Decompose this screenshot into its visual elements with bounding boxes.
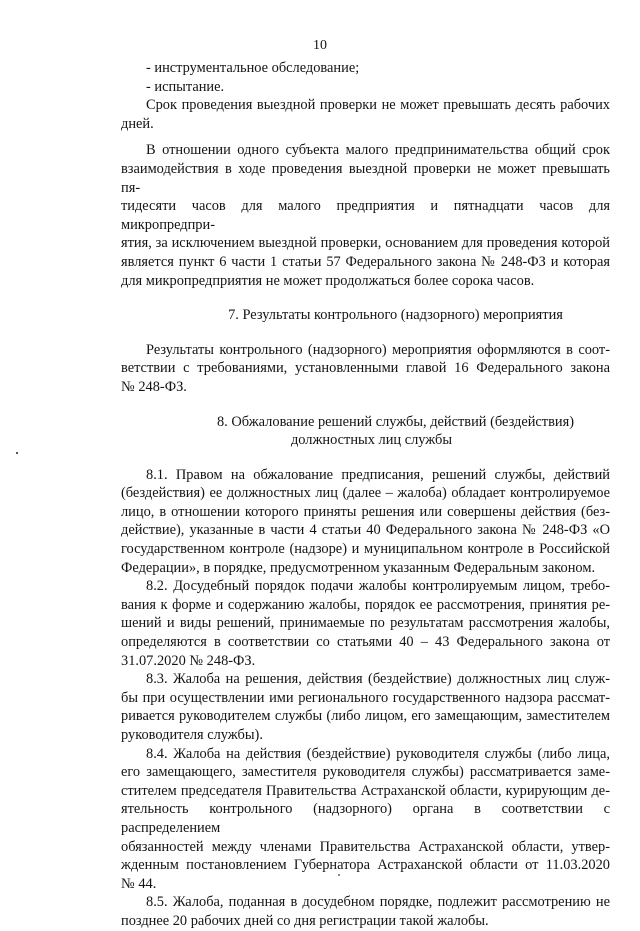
text-line: ятельность контрольного (надзорного) органа в соответствии с распределением <box>121 801 610 836</box>
page-number: 10 <box>313 38 327 53</box>
text-line: 8.3. Жалоба на решения, действия (бездействие) должностных лиц служ- <box>146 671 610 688</box>
text-line: ятия, за исключением выездной проверки, основанием для проведения которой <box>121 235 610 252</box>
text-line: государственном контроле (надзоре) и муниципальном контроле в Российской <box>121 541 610 558</box>
paragraph-8-1 <box>121 466 610 578</box>
text-line: определяются в соответствии со статьями 40 – 43 Федерального закона от <box>121 634 610 651</box>
text-line: № 44. <box>121 875 157 892</box>
text-line: тидесяти часов для малого предприятия и пятнадцати часов для микропредпри- <box>121 198 610 233</box>
text-line: Федерации», в порядке, предусмотренном указанным Федеральным законом. <box>121 559 596 576</box>
text-line: шений и виды решений, принимаемые по результатам рассмотрения жалобы, <box>121 615 610 632</box>
text-line: № 248-ФЗ. <box>121 378 187 395</box>
heading-line: 8. Обжалование решений службы, действий (бездействия) <box>216 413 574 430</box>
list-item-test: - испытание. <box>146 78 225 95</box>
heading-line: должностных лиц службы <box>290 432 453 449</box>
text-line: 8.1. Правом на обжалование предписания, решений службы, действий <box>146 466 610 483</box>
text-line: обязанностей между членами Правительства Астраханской области, утвер- <box>121 838 610 855</box>
paragraph-section-7 <box>121 341 610 397</box>
text-line: действие), указанные в части 4 статьи 40 Федерального закона № 248-ФЗ «О <box>121 522 610 539</box>
text-line: лицо, в отношении которого приняты решения или совершены действия (без- <box>121 503 610 520</box>
text-line: является пункт 6 части 1 статьи 57 Федерального закона № 248-ФЗ и которая <box>121 253 610 270</box>
text-line: позднее 20 рабочих дней со дня регистрации такой жалобы. <box>121 912 489 929</box>
paragraph-small-business <box>121 141 610 290</box>
section-7-heading: 7. Результаты контрольного (надзорного) мероприятия <box>228 307 563 324</box>
text-line: 8.5. Жалоба, поданная в досудебном порядке, подлежит рассмотрению не <box>146 894 610 911</box>
paragraph-8-5 <box>121 893 610 930</box>
scan-speck <box>16 452 18 454</box>
paragraph-8-3 <box>121 670 610 744</box>
paragraph-8-4 <box>121 745 610 894</box>
text-line: вания к форме и содержанию жалобы, порядок ее рассмотрения, принятия ре- <box>121 596 610 613</box>
text-line: 31.07.2020 № 248-ФЗ. <box>121 652 256 669</box>
text-line: для микропредприятия не может продолжаться более сорока часов. <box>121 272 535 289</box>
text-line: его замещающего, заместителя руководителя службы) рассматривается заме- <box>121 764 610 781</box>
text-line: ветствии с требованиями, установленными главой 16 Федерального закона <box>121 360 610 377</box>
text-line: В отношении одного субъекта малого предпринимательства общий срок <box>146 142 610 159</box>
section-8-heading <box>121 413 610 450</box>
paragraph-8-2 <box>121 577 610 670</box>
text-line: дней. <box>121 115 154 132</box>
text-line: бы при осуществлении ими регионального государственного надзора рассмат- <box>121 689 610 706</box>
text-line: (бездействия) ее должностных лиц (далее – жалоба) обладает контролируемое <box>121 485 610 502</box>
text-line: Результаты контрольного (надзорного) мероприятия оформляются в соот- <box>146 341 610 358</box>
text-line: 8.4. Жалоба на действия (бездействие) руководителя службы (либо лица, <box>146 745 610 762</box>
text-line: Срок проведения выездной проверки не может превышать десять рабочих <box>146 97 610 114</box>
text-line: стителем председателя Правительства Астраханской области, курирующим де- <box>121 782 610 799</box>
text-line: 8.2. Досудебный порядок подачи жалобы контролируемым лицом, требо- <box>146 578 610 595</box>
document-body <box>121 59 610 931</box>
paragraph-inspection-duration <box>121 96 610 133</box>
text-line: взаимодействия в ходе проведения выездной проверки не может превышать пя- <box>121 160 610 196</box>
list-item-instrumental: - инструментальное обследование; <box>146 60 360 76</box>
text-line: жденным постановлением Губернатора Астраханской области от 11.03.2020 <box>121 857 610 874</box>
text-line: руководителя службы). <box>121 727 263 743</box>
text-line: ривается руководителем службы (либо лицом, его замещающим, заместителем <box>121 708 610 725</box>
